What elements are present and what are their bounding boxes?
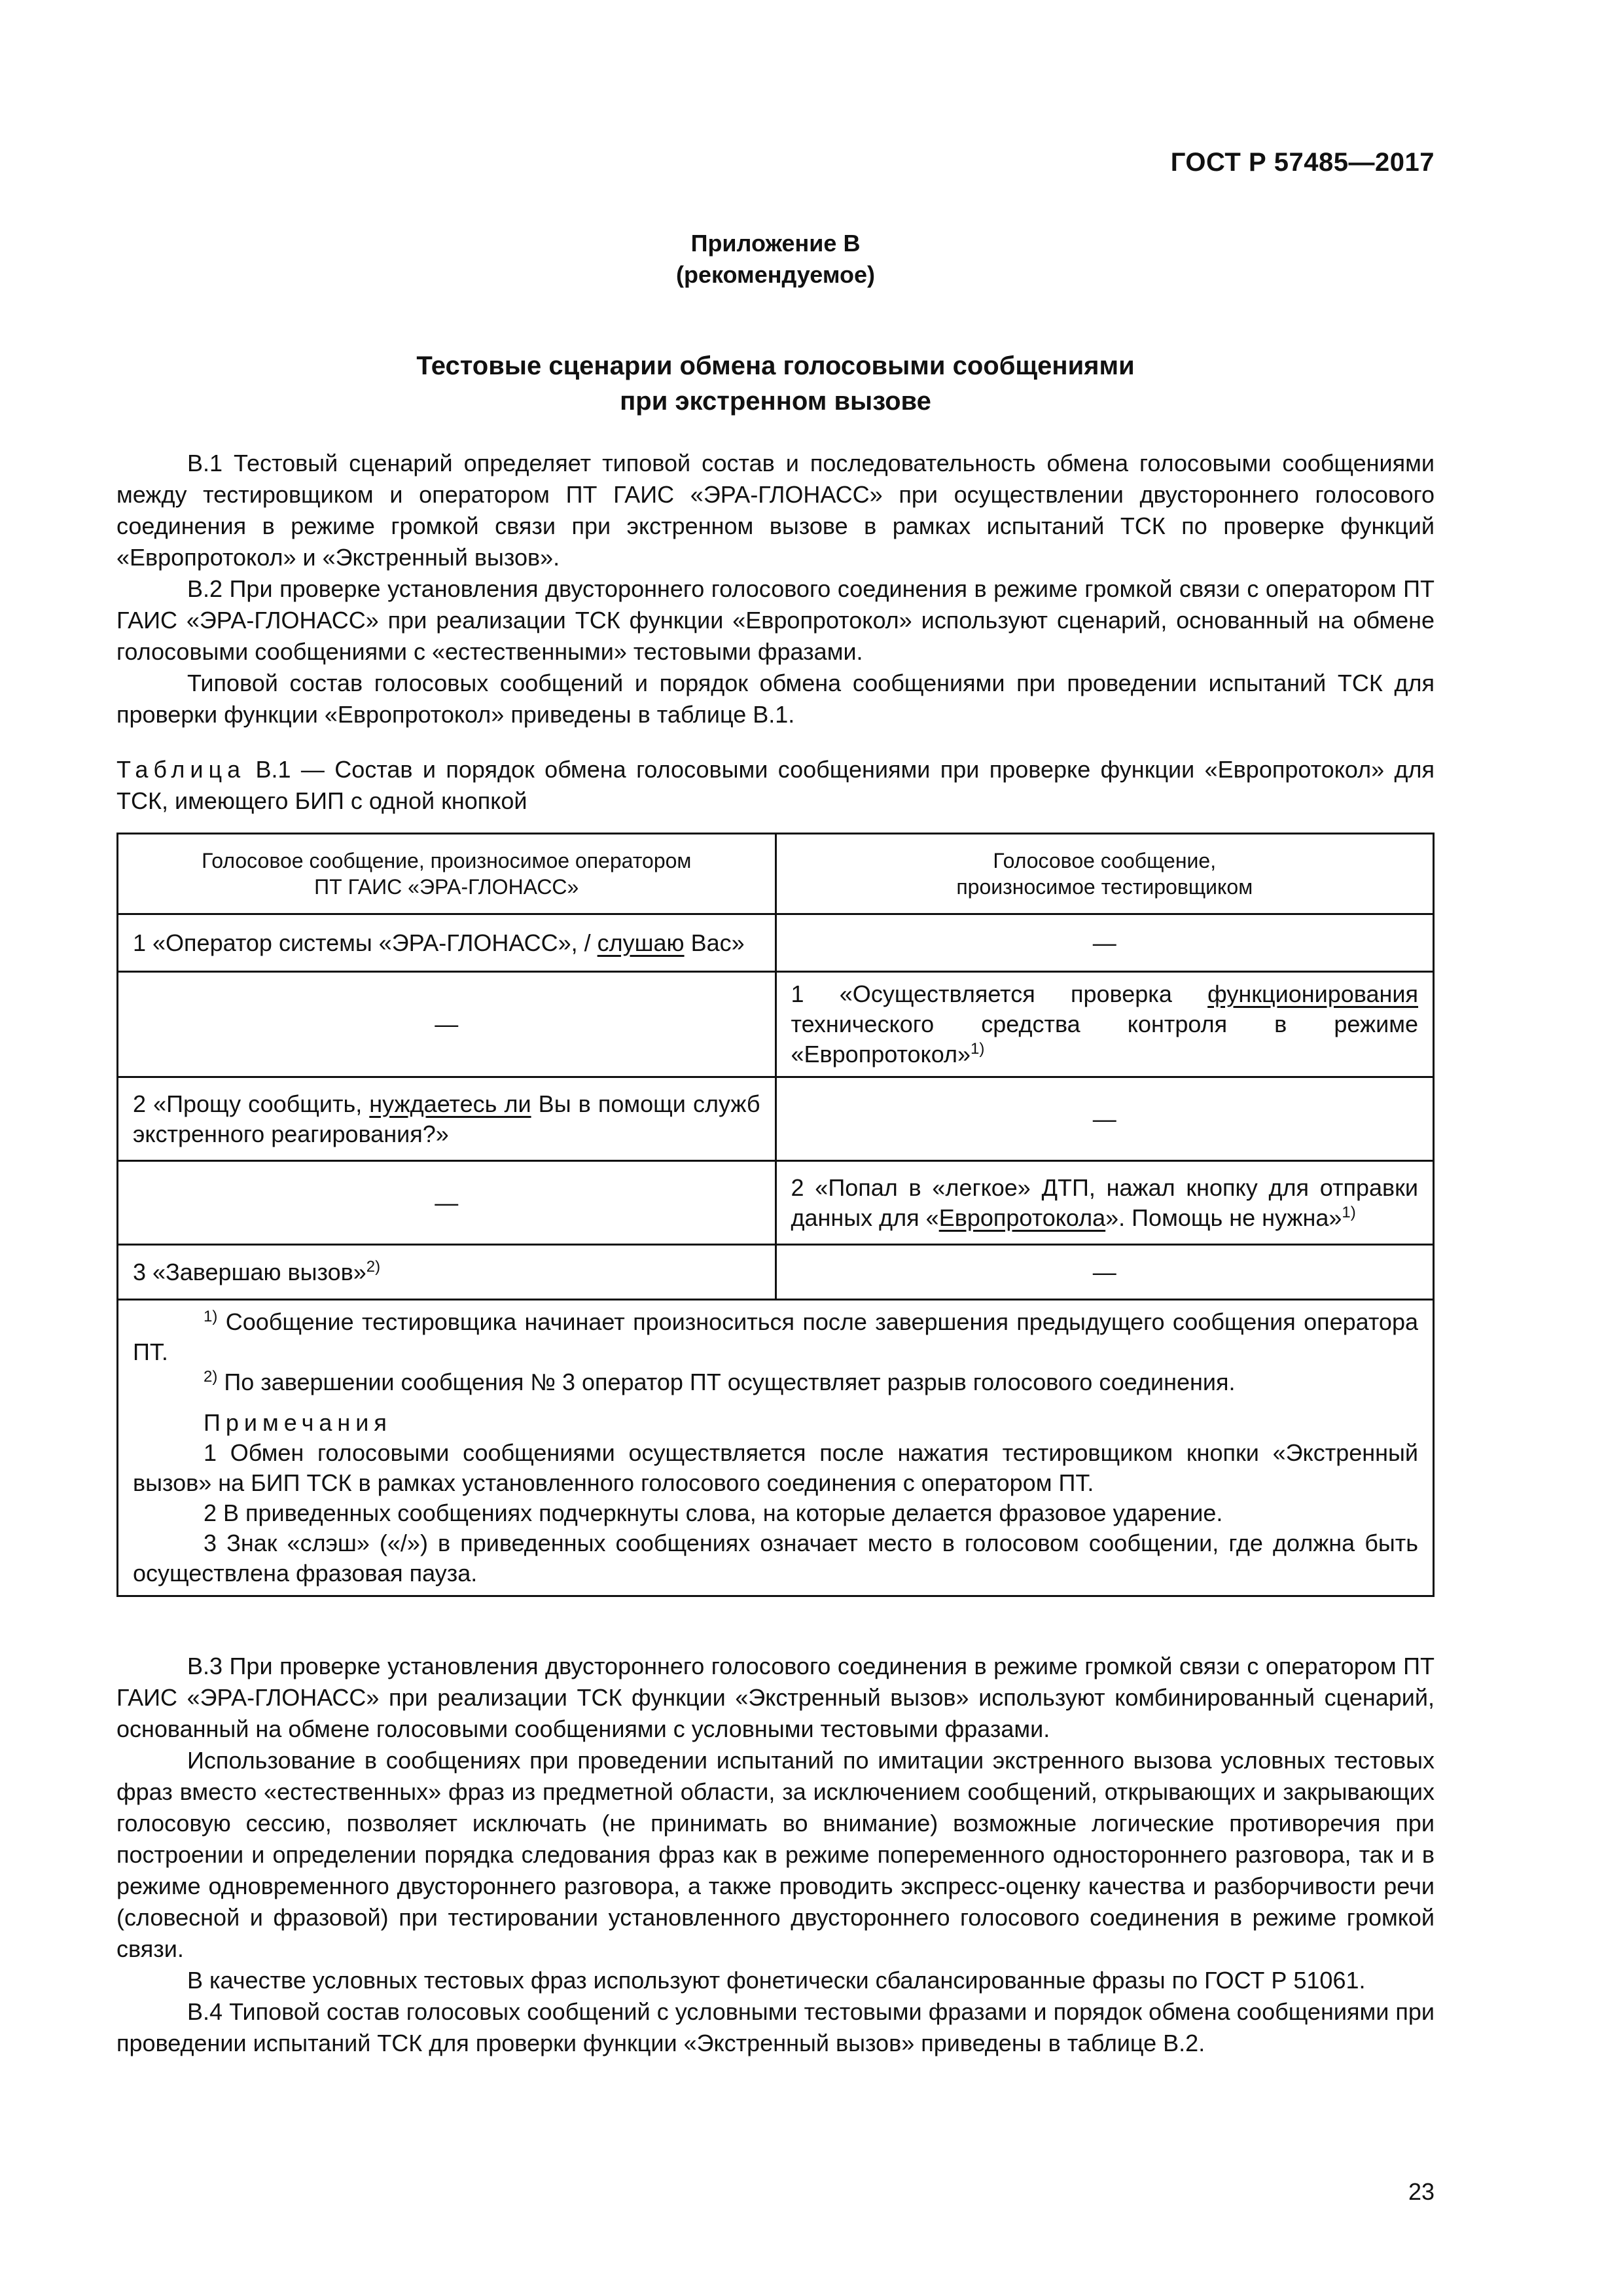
after-table-text [116, 1651, 1435, 2059]
header-operator-line2: ПТ ГАИС «ЭРА-ГЛОНАСС» [314, 875, 579, 899]
note-3: 3 Знак «слэш» («/») в приведенных сообщениях означает место в голосовом сообщении, где должна быть осуществлена фразовая пауза. [133, 1530, 1418, 1587]
operator-empty: — [118, 1161, 776, 1245]
note-2: 2 В приведенных сообщениях подчеркнуты слова, на которые делается фразовое ударение. [204, 1499, 1223, 1526]
paragraph-b3: В.3 При проверке установления двустороннего голосового соединения в режиме громкой связи с оператором ПТ ГАИС «ЭРА-ГЛОНАСС» при реализации ТСК функции «Экстренный вызов» используют комбинированный сценарий, основанный на обмене голосовыми сообщениями с условными тестовыми фразами. [116, 1653, 1435, 1742]
footnote-ref: 2) [366, 1257, 381, 1276]
section-title-line1: Тестовые сценарии обмена голосовыми сообщениями [416, 351, 1135, 380]
paragraph-b4: В.4 Типовой состав голосовых сообщений с условными тестовыми фразами и порядок обмена сообщениями при проведении испытаний ТСК для проверки функции «Экстренный вызов» приведены в таблице В.2. [116, 1998, 1435, 2056]
table-row [118, 1161, 1434, 1245]
footnote-ref: 1) [1342, 1203, 1356, 1221]
annex-title: Приложение В [690, 230, 861, 257]
tester-msg-2: 2 «Попал в «легкое» ДТП, нажал кнопку для отправки данных для «Европротокола». Помощь не нужна»$^{1)}$ [776, 1161, 1434, 1245]
page-number: 23 [1408, 2178, 1435, 2205]
table-notes [118, 1300, 1434, 1596]
header-operator [118, 834, 776, 914]
stressed-word: слушаю [597, 929, 685, 956]
tester-empty: — [776, 1077, 1434, 1161]
paragraph-b3-cont1: Использование в сообщениях при проведении испытаний по имитации экстренного вызова условных тестовых фраз вместо «естественных» фраз из предметной области, за исключением сообщений, открывающих и закрывающих голосовую сессию, позволяет исключать (не принимать во внимание) возможные логические противоречия при построении и определении порядка следования фраз как в режиме попеременного одностороннего разговора, так и в режиме одновременного двустороннего разговора, а также проводить экспресс-оценку качества и разборчивости речи (словесной и фразовой) при тестировании установленного двустороннего голосового соединения в режиме громкой связи. [116, 1747, 1435, 1962]
footnote-1: $^{1)}$ Сообщение тестировщика начинает произноситься после завершения предыдущего сообщения оператора ПТ. [133, 1308, 1418, 1365]
operator-msg-3: 3 «Завершаю вызов»$^{2)}$ [118, 1245, 776, 1300]
table-row [118, 972, 1434, 1077]
table-caption-label: Таблица [116, 756, 246, 783]
header-operator-line1: Голосовое сообщение, произносимое оператором [202, 849, 692, 872]
table-row [118, 914, 1434, 972]
annex-heading [116, 228, 1435, 291]
messages-table [116, 833, 1435, 1597]
table-row [118, 1245, 1434, 1300]
paragraph-b1: В.1 Тестовый сценарий определяет типовой состав и последовательность обмена голосовыми сообщениями между тестировщиком и оператором ПТ ГАИС «ЭРА-ГЛОНАСС» при осуществлении двустороннего голосового соединения в режиме громкой связи при экстренном вызове в рамках испытаний ТСК по проверке функций «Европротокол» и «Экстренный вызов». [116, 450, 1435, 571]
operator-empty: — [118, 972, 776, 1077]
tester-msg-1: 1 «Осуществляется проверка функционирования технического средства контроля в режиме «Европротокол»$^{1)}$ [776, 972, 1434, 1077]
notes-title: Примечания [204, 1409, 392, 1436]
tester-empty: — [776, 1245, 1434, 1300]
footnote-ref: 1) [970, 1040, 985, 1058]
operator-msg-2: 2 «Прощу сообщить, нуждаетесь ли Вы в помощи служб экстренного реагирования?» [118, 1077, 776, 1161]
paragraph-b2: В.2 При проверке установления двустороннего голосового соединения в режиме громкой связи с оператором ПТ ГАИС «ЭРА-ГЛОНАСС» при реализации ТСК функции «Европротокол» используют сценарий, основанный на обмене голосовыми сообщениями с «естественными» тестовыми фразами. [116, 575, 1435, 665]
section-title-line2: при экстренном вызове [620, 387, 931, 416]
stressed-word: функционирования [1207, 980, 1418, 1007]
table-notes-row [118, 1300, 1434, 1596]
paragraph-b3-cont2: В качестве условных тестовых фраз используют фонетически сбалансированные фразы по ГОСТ Р 51061. [187, 1967, 1366, 1994]
stressed-word: Европротокола [938, 1204, 1106, 1231]
note-1: 1 Обмен голосовыми сообщениями осуществляется после нажатия тестировщиком кнопки «Экстренный вызов» на БИП ТСК в рамках установленного голосового соединения с оператором ПТ. [133, 1439, 1418, 1496]
stressed-word: нуждаетесь ли [369, 1090, 531, 1117]
tester-empty: — [776, 914, 1434, 972]
table-caption [116, 754, 1435, 817]
footnote-2: $^{2)}$ По завершении сообщения № 3 оператор ПТ осуществляет разрыв голосового соединения. [204, 1368, 1236, 1395]
header-tester-line2: произносимое тестировщиком [956, 875, 1253, 899]
header-tester-line1: Голосовое сообщение, [993, 849, 1217, 872]
annex-status: (рекомендуемое) [676, 261, 875, 288]
table-caption-text: В.1 — Состав и порядок обмена голосовыми сообщениями при проверке функции «Европротокол» для ТСК, имеющего БИП с одной кнопкой [116, 756, 1435, 814]
standard-number: ГОСТ Р 57485—2017 [1170, 148, 1435, 177]
intro-text [116, 448, 1435, 730]
paragraph-b2-cont: Типовой состав голосовых сообщений и порядок обмена сообщениями при проведении испытаний ТСК для проверки функции «Европротокол» приведены в таблице В.1. [116, 670, 1435, 728]
section-title [116, 348, 1435, 419]
table-row [118, 1077, 1434, 1161]
table-header-row [118, 834, 1434, 914]
header-tester [776, 834, 1434, 914]
operator-msg-1: 1 «Оператор системы «ЭРА-ГЛОНАСС», / слушаю Вас» [118, 914, 776, 972]
